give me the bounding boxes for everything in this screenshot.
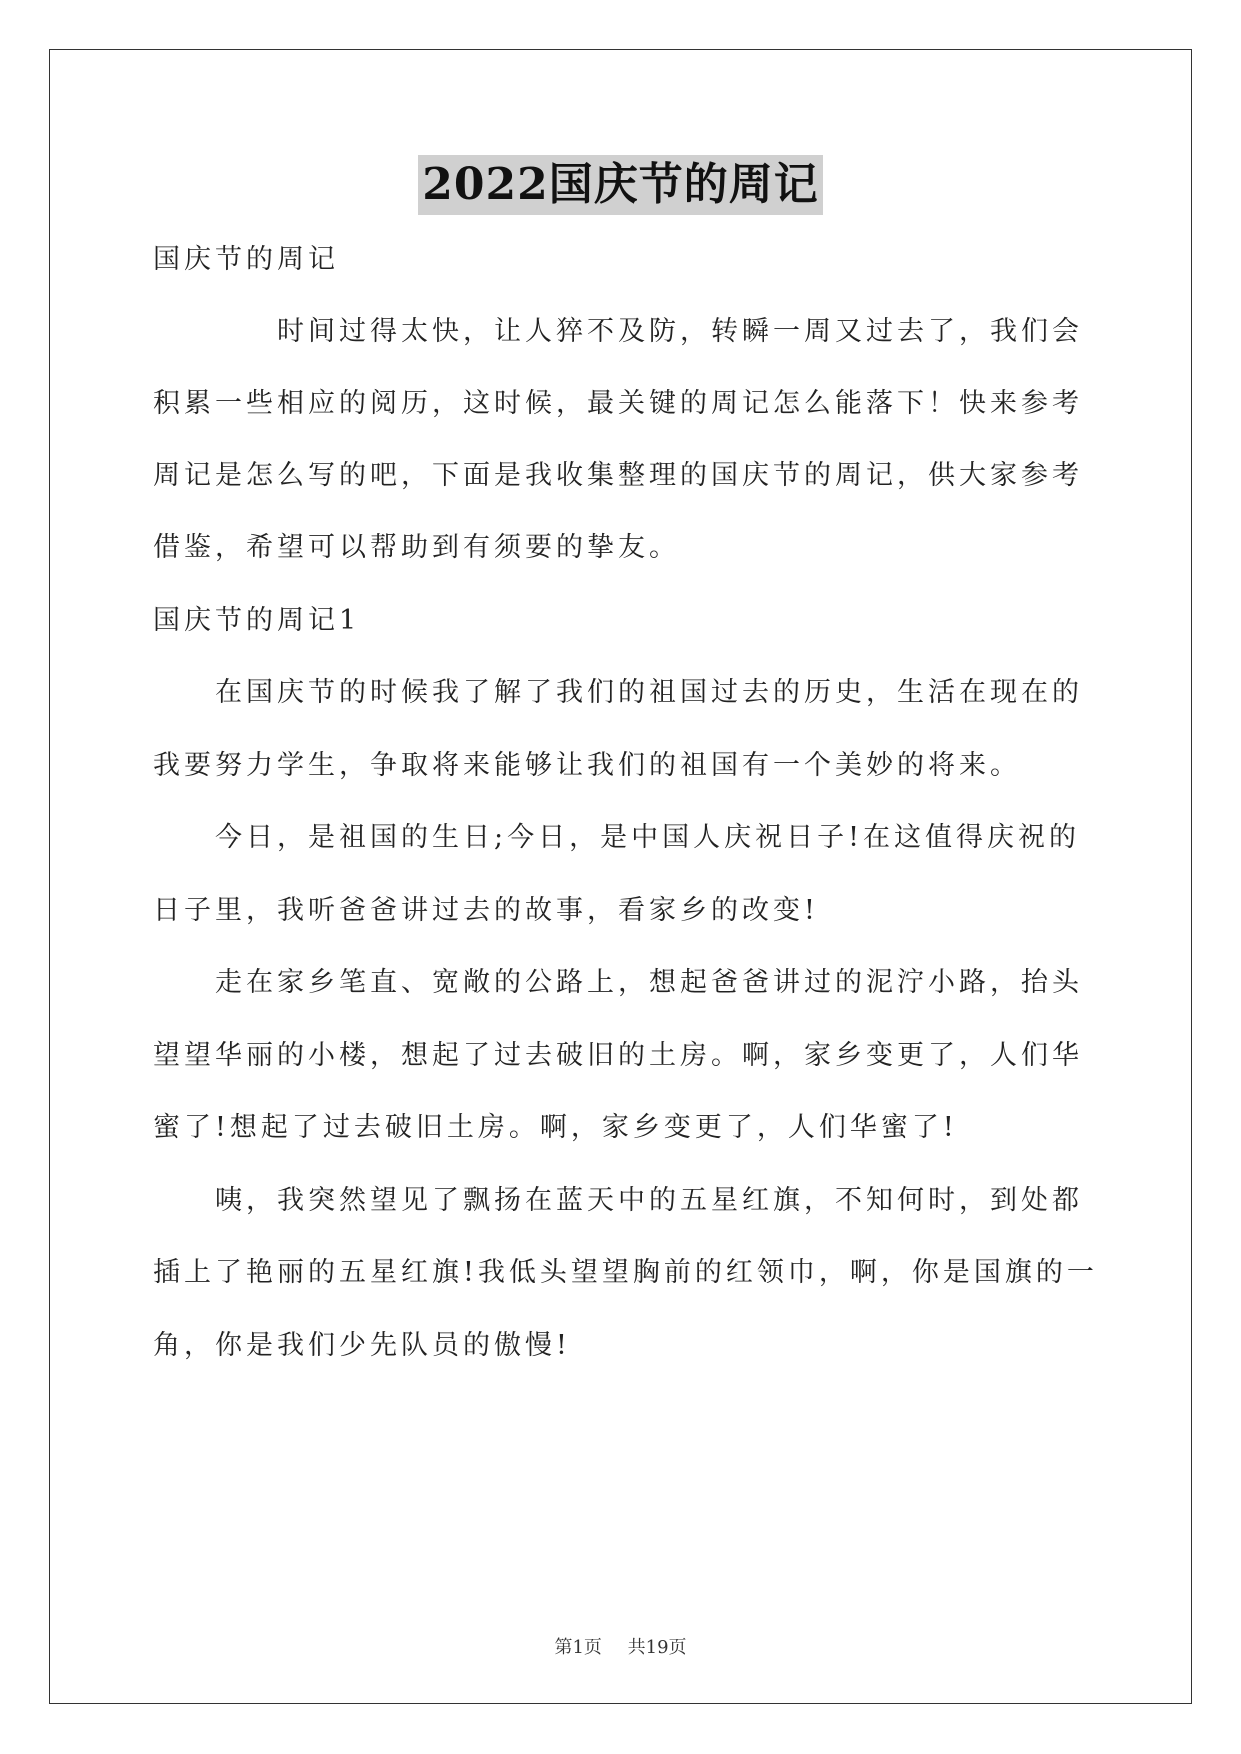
page-total: 共19页	[627, 1637, 687, 1658]
text-line: 蜜了!想起了过去破旧土房。啊，家乡变更了，人们华蜜了!	[153, 1112, 958, 1143]
page-number: 第1页	[554, 1637, 602, 1658]
text-line: 我要努力学生，争取将来能够让我们的祖国有一个美妙的将来。	[153, 750, 1021, 781]
text-line: 走在家乡笔直、宽敞的公路上，想起爸爸讲过的泥泞小路，抬头	[153, 967, 1083, 998]
text-line: 国庆节的周记	[153, 244, 339, 275]
text-line: 咦，我突然望见了飘扬在蓝天中的五星红旗，不知何时，到处都	[153, 1185, 1083, 1216]
title-container	[0, 155, 1241, 215]
text-line: 借鉴，希望可以帮助到有须要的挚友。	[153, 532, 680, 563]
text-line: 角，你是我们少先队员的傲慢!	[153, 1330, 571, 1361]
section-heading: 国庆节的周记1	[153, 605, 361, 636]
text-line: 日子里，我听爸爸讲过去的故事，看家乡的改变!	[153, 895, 819, 926]
text-line: 今日，是祖国的生日;今日，是中国人庆祝日子!在这值得庆祝的	[153, 822, 1080, 853]
page-border	[49, 49, 1192, 1704]
document-title: 2022国庆节的周记	[418, 155, 822, 215]
text-line: 时间过得太快，让人猝不及防，转瞬一周又过去了，我们会	[153, 316, 1083, 347]
text-line: 在国庆节的时候我了解了我们的祖国过去的历史，生活在现在的	[153, 677, 1083, 708]
text-line: 积累一些相应的阅历，这时候，最关键的周记怎么能落下！快来参考	[153, 388, 1083, 419]
text-line: 望望华丽的小楼，想起了过去破旧的土房。啊，家乡变更了，人们华	[153, 1040, 1083, 1071]
text-line: 周记是怎么写的吧，下面是我收集整理的国庆节的周记，供大家参考	[153, 460, 1083, 491]
text-line: 插上了艳丽的五星红旗!我低头望望胸前的红领巾，啊，你是国旗的一	[153, 1257, 1098, 1288]
page-footer	[0, 1633, 1241, 1659]
